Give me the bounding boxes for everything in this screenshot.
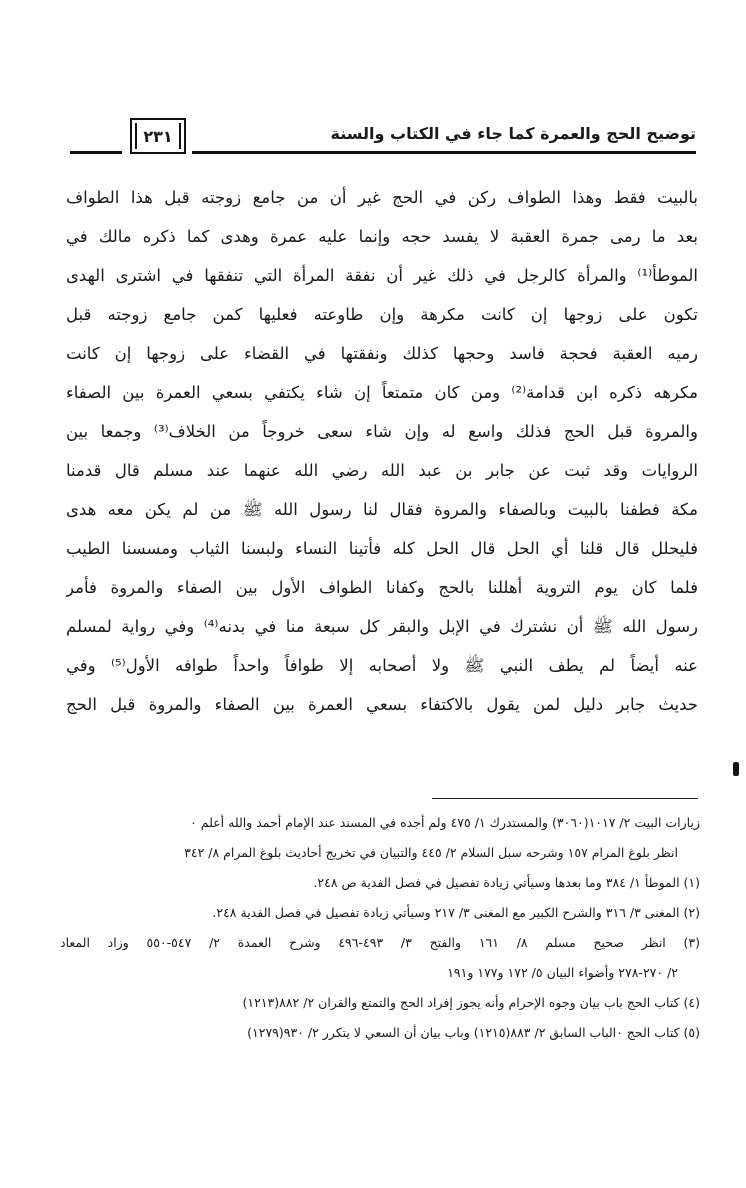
page-number-frame bbox=[130, 118, 186, 154]
header-rule-right bbox=[192, 151, 696, 154]
text-line: فليحلل قال قلنا أي الحل قال الحل كله فأتينا النساء ولبسنا الثياب ومسسنا الطيب bbox=[66, 539, 698, 558]
footnote-line: (٢) المغنى ٣/ ٣١٦ والشرح الكبير مع المغنى ٣/ ٢١٧ وسيأتي زيادة تفصيل في فصل الفدية ٢٤٨. bbox=[212, 905, 700, 920]
text-line: بعد ما رمى جمرة العقبة لا يفسد حجه وإنما عليه عمرة وهدى كما ذكره مالك في bbox=[66, 227, 698, 246]
main-text bbox=[66, 178, 698, 724]
text-line: الموطأ⁽¹⁾ والمرأة كالرجل في ذلك غير أن نفقة المرأة التي تنفقها في اشترى الهدى bbox=[66, 266, 698, 285]
footnote-line: ٢/ ٢٧٠-٢٧٨ وأضواء البيان ٥/ ١٧٢ و١٧٧ و١٩١ bbox=[447, 965, 678, 980]
footnote-line: زيارات البيت ٢/ ١٠١٧(٣٠٦٠) والمستدرك ١/ ٤٧٥ ولم أجده في المسند عند الإمام أحمد والله أعلم ٠ bbox=[190, 815, 700, 830]
footnote-line: (٣) انظر صحيح مسلم ٨/ ١٦١ والفتح ٣/ ٤٩٣-٤٩٦ وشرح العمدة ٢/ ٥٤٧-٥٥٠ وزاد المعاد bbox=[60, 935, 700, 950]
text-line: فلما كان يوم التروية أهللنا بالحج وكفانا الطواف الأول بين الصفاء والمروة فأمر bbox=[66, 578, 698, 597]
margin-mark bbox=[733, 762, 739, 776]
text-line: عنه أيضاً لم يطف النبي ﷺ ولا أصحابه إلا طوافاً واحداً طوافه الأول⁽⁵⁾ وفي bbox=[66, 656, 698, 675]
text-line: رميه العقبة فحجة فاسد وحجها كذلك ونفقتها في القضاء على زوجها إن كانت bbox=[66, 344, 698, 363]
running-title: توضيح الحج والعمرة كما جاء في الكتاب والسنة bbox=[330, 124, 696, 143]
text-line: رسول الله ﷺ أن نشترك في الإبل والبقر كل سبعة منا في بدنه⁽⁴⁾ وفي رواية لمسلم bbox=[66, 617, 698, 636]
footnote-line: (١) الموطأ ١/ ٣٨٤ وما بعدها وسيأتي زيادة تفصيل في فصل الفدية ص ٢٤٨. bbox=[313, 875, 700, 890]
text-line: حديث جابر دليل لمن يقول بالاكتفاء بسعي العمرة بين الصفاء والمروة قبل الحج bbox=[66, 695, 698, 714]
footnote-line: انظر بلوغ المرام ١٥٧ وشرحه سبل السلام ٢/ ٤٤٥ والتبيان في تخريج أحاديث بلوغ المرام ٨/ ٣٤٢ bbox=[184, 845, 678, 860]
footnote-separator bbox=[432, 798, 698, 799]
text-line: الروايات وقد ثبت عن جابر بن عبد الله رضي الله عنهما عند مسلم قال قدمنا bbox=[66, 461, 698, 480]
footnotes bbox=[60, 808, 700, 1048]
footnote-line: (٥) كتاب الحج ٠الباب السابق ٢/ ٨٨٣(١٢١٥) وباب بيان أن السعي لا يتكرر ٢/ ٩٣٠(١٢٧٩) bbox=[247, 1025, 700, 1040]
text-line: والمروة قبل الحج فذلك واسع له وإن شاء سعى خروجاً من الخلاف⁽³⁾ وجمعا بين bbox=[66, 422, 698, 441]
page-number: ٢٣١ bbox=[135, 123, 181, 149]
header-rule-left bbox=[70, 151, 122, 154]
text-line: بالبيت فقط وهذا الطواف ركن في الحج غير أن من جامع زوجته قبل هذا الطواف bbox=[66, 188, 698, 207]
footnote-line: (٤) كتاب الحج باب بيان وجوه الإحرام وأنه يجوز إفراد الحج والتمتع والقران ٢/ ٨٨٢(١٢١٣) bbox=[242, 995, 700, 1010]
text-line: تكون على زوجها إن كانت مكرهة وإن طاوعته فعليها كمن جامع زوجته قبل bbox=[66, 305, 698, 324]
text-line: مكرهه ذكره ابن قدامة⁽²⁾ ومن كان متمتعاً إن شاء يكتفي بسعي العمرة بين الصفاء bbox=[66, 383, 698, 402]
text-line: مكة فطفنا بالبيت وبالصفاء والمروة فقال لنا رسول الله ﷺ من لم يكن معه هدى bbox=[66, 500, 698, 519]
page-header bbox=[70, 118, 696, 160]
